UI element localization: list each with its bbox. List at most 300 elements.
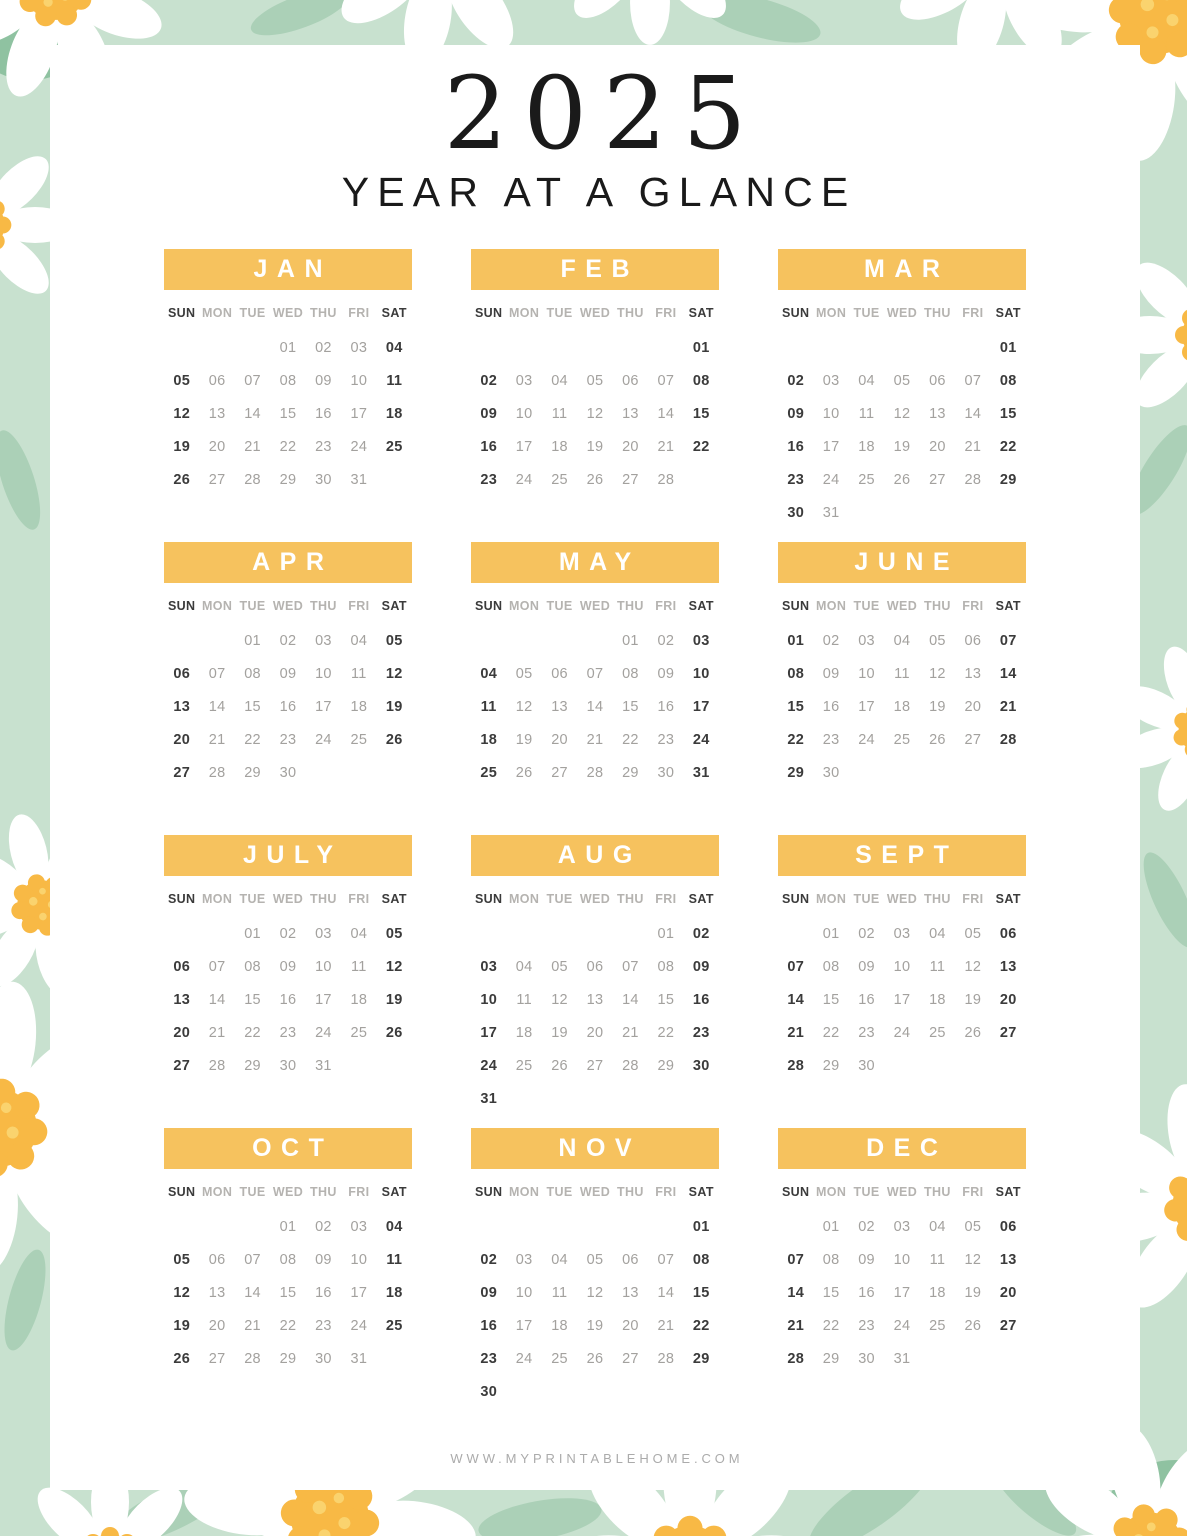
date-cell: 19 (385, 991, 403, 1008)
date-cell: 12 (929, 665, 946, 682)
date-cell: 17 (822, 438, 840, 455)
date-cell: 21 (208, 1024, 226, 1041)
date-cell: 06 (173, 958, 191, 975)
date-cell: 19 (515, 731, 533, 748)
weekday-label: SUN (167, 892, 196, 907)
date-cell: 08 (244, 665, 261, 682)
date-cell: 12 (551, 991, 568, 1008)
date-cell: 27 (929, 471, 946, 488)
date-cell: 08 (657, 958, 675, 975)
weekday-header-row (778, 306, 1026, 320)
date-cell: 11 (894, 665, 910, 682)
page-subtitle: YEAR AT A GLANCE (341, 169, 857, 215)
date-cell: 05 (586, 372, 604, 389)
weekday-label: TUE (546, 306, 573, 321)
date-cell: 22 (999, 438, 1017, 455)
date-cell: 09 (480, 1284, 498, 1301)
weekday-label: MON (815, 599, 847, 614)
date-cell: 08 (822, 1251, 840, 1268)
dates-grid (164, 331, 412, 496)
month-name: JULY (242, 841, 343, 870)
date-cell: 24 (350, 438, 368, 455)
month-header (164, 1128, 412, 1169)
date-cell: 12 (964, 958, 982, 975)
weekday-label: FRI (348, 892, 370, 907)
month-block (164, 249, 412, 529)
date-cell: 01 (279, 339, 297, 356)
dates-grid (778, 917, 1026, 1082)
date-cell: 09 (858, 1251, 875, 1268)
date-cell: 20 (173, 731, 191, 748)
date-cell: 10 (515, 405, 533, 422)
date-cell: 10 (822, 405, 840, 422)
date-cell: 03 (515, 1251, 533, 1268)
date-cell: 27 (964, 731, 982, 748)
date-cell: 17 (893, 1284, 911, 1301)
weekday-label: WED (886, 1185, 918, 1200)
date-cell: 21 (657, 1317, 675, 1334)
empty-date-cell (648, 1375, 683, 1408)
month-block (164, 835, 412, 1115)
date-cell: 12 (586, 1284, 604, 1301)
weekday-header-row (164, 892, 412, 906)
month-header (164, 835, 412, 876)
date-cell: 11 (386, 372, 403, 389)
date-cell: 10 (893, 958, 911, 975)
date-cell: 29 (692, 1350, 710, 1367)
date-cell: 09 (787, 405, 805, 422)
weekday-label: TUE (853, 892, 880, 907)
date-cell: 06 (964, 632, 982, 649)
date-cell: 19 (893, 438, 911, 455)
dates-grid (164, 917, 412, 1082)
date-cell: 02 (315, 1218, 332, 1235)
date-cell: 28 (657, 1350, 675, 1367)
date-cell: 07 (586, 665, 604, 682)
date-cell: 30 (315, 1350, 332, 1367)
date-cell: 04 (385, 339, 403, 356)
empty-date-cell (577, 1082, 612, 1115)
weekday-label: FRI (962, 599, 984, 614)
date-cell: 05 (173, 1251, 191, 1268)
weekday-label: SUN (167, 599, 196, 614)
empty-date-cell (377, 756, 412, 789)
date-cell: 21 (244, 438, 261, 455)
date-cell: 17 (858, 698, 875, 715)
empty-date-cell (955, 331, 990, 364)
date-cell: 09 (858, 958, 875, 975)
date-cell: 07 (787, 1251, 805, 1268)
date-cell: 21 (657, 438, 675, 455)
weekday-label: MON (201, 1185, 233, 1200)
date-cell: 04 (385, 1218, 403, 1235)
date-cell: 20 (929, 438, 946, 455)
date-cell: 22 (279, 438, 297, 455)
date-cell: 22 (692, 438, 710, 455)
weekday-label: MON (201, 306, 233, 321)
weekday-label: MON (815, 1185, 847, 1200)
weekday-label: SUN (474, 892, 503, 907)
date-cell: 26 (173, 471, 191, 488)
date-cell: 30 (858, 1350, 875, 1367)
weekday-label: TUE (546, 892, 573, 907)
weekday-label: WED (272, 599, 304, 614)
date-cell: 03 (315, 925, 332, 942)
date-cell: 01 (787, 632, 805, 649)
date-cell: 18 (350, 698, 368, 715)
weekday-header-row (471, 306, 719, 320)
date-cell: 25 (893, 731, 911, 748)
date-cell: 17 (515, 438, 533, 455)
weekday-header-row (471, 599, 719, 613)
date-cell: 02 (315, 339, 332, 356)
date-cell: 02 (480, 372, 498, 389)
empty-date-cell (542, 624, 577, 657)
weekday-label: SAT (688, 892, 714, 907)
date-cell: 26 (964, 1024, 982, 1041)
weekday-label: WED (579, 1185, 611, 1200)
weekday-label: SUN (781, 1185, 810, 1200)
date-cell: 21 (244, 1317, 261, 1334)
date-cell: 20 (964, 698, 982, 715)
date-cell: 24 (480, 1057, 498, 1074)
date-cell: 18 (893, 698, 911, 715)
date-cell: 28 (586, 764, 604, 781)
weekday-label: FRI (655, 892, 677, 907)
empty-date-cell (164, 624, 199, 657)
weekday-label: TUE (239, 599, 266, 614)
dates-grid (778, 331, 1026, 529)
date-cell: 24 (315, 1024, 332, 1041)
date-cell: 03 (893, 1218, 911, 1235)
date-cell: 25 (858, 471, 875, 488)
date-cell: 10 (893, 1251, 911, 1268)
date-cell: 05 (551, 958, 568, 975)
empty-date-cell (235, 1210, 270, 1243)
date-cell: 15 (822, 991, 840, 1008)
date-cell: 28 (622, 1057, 639, 1074)
date-cell: 12 (173, 405, 191, 422)
weekday-label: SAT (995, 1185, 1021, 1200)
date-cell: 21 (622, 1024, 639, 1041)
date-cell: 14 (586, 698, 604, 715)
date-cell: 24 (893, 1024, 911, 1041)
date-cell: 10 (515, 1284, 533, 1301)
date-cell: 15 (279, 1284, 297, 1301)
date-cell: 02 (822, 632, 840, 649)
weekday-label: FRI (348, 599, 370, 614)
date-cell: 06 (208, 1251, 226, 1268)
date-cell: 18 (858, 438, 875, 455)
date-cell: 05 (964, 1218, 982, 1235)
date-cell: 18 (929, 1284, 946, 1301)
date-cell: 11 (551, 405, 568, 422)
weekday-label: TUE (546, 599, 573, 614)
date-cell: 19 (173, 1317, 191, 1334)
date-cell: 16 (822, 698, 840, 715)
date-cell: 02 (692, 925, 710, 942)
date-cell: 25 (350, 731, 368, 748)
empty-date-cell (778, 917, 813, 950)
date-cell: 09 (279, 958, 297, 975)
empty-date-cell (506, 624, 541, 657)
date-cell: 27 (173, 764, 191, 781)
weekday-label: MON (815, 306, 847, 321)
date-cell: 16 (480, 438, 498, 455)
empty-date-cell (849, 756, 884, 789)
date-cell: 01 (822, 925, 840, 942)
date-cell: 01 (999, 339, 1017, 356)
date-cell: 15 (692, 1284, 710, 1301)
date-cell: 02 (480, 1251, 498, 1268)
empty-date-cell (506, 1375, 541, 1408)
empty-date-cell (199, 1210, 234, 1243)
empty-date-cell (955, 1342, 990, 1375)
empty-date-cell (920, 756, 955, 789)
date-cell: 25 (385, 438, 403, 455)
date-cell: 24 (515, 471, 533, 488)
date-cell: 13 (999, 1251, 1017, 1268)
empty-date-cell (684, 1375, 719, 1408)
date-cell: 07 (964, 372, 982, 389)
date-cell: 24 (893, 1317, 911, 1334)
empty-date-cell (955, 756, 990, 789)
weekday-label: SUN (781, 306, 810, 321)
date-cell: 21 (586, 731, 604, 748)
date-cell: 11 (386, 1251, 403, 1268)
date-cell: 20 (173, 1024, 191, 1041)
weekday-label: SUN (474, 1185, 503, 1200)
empty-date-cell (613, 1082, 648, 1115)
date-cell: 25 (480, 764, 498, 781)
month-header (778, 542, 1026, 583)
date-cell: 19 (964, 991, 982, 1008)
empty-date-cell (542, 1082, 577, 1115)
weekday-label: WED (272, 892, 304, 907)
date-cell: 16 (279, 698, 297, 715)
empty-date-cell (577, 1375, 612, 1408)
weekday-label: FRI (962, 892, 984, 907)
weekday-label: TUE (546, 1185, 573, 1200)
date-cell: 10 (480, 991, 498, 1008)
date-cell: 16 (787, 438, 805, 455)
date-cell: 07 (622, 958, 639, 975)
weekday-label: FRI (655, 599, 677, 614)
date-cell: 09 (692, 958, 710, 975)
date-cell: 26 (385, 731, 403, 748)
date-cell: 28 (787, 1057, 805, 1074)
date-cell: 04 (480, 665, 498, 682)
date-cell: 18 (385, 405, 403, 422)
empty-date-cell (377, 1342, 412, 1375)
weekday-label: MON (815, 892, 847, 907)
date-cell: 04 (551, 372, 568, 389)
date-cell: 14 (999, 665, 1017, 682)
date-cell: 03 (515, 372, 533, 389)
date-cell: 16 (858, 1284, 875, 1301)
empty-date-cell (542, 331, 577, 364)
date-cell: 09 (279, 665, 297, 682)
date-cell: 13 (173, 698, 191, 715)
date-cell: 30 (822, 764, 840, 781)
date-cell: 14 (787, 1284, 805, 1301)
page-title: 2025 (443, 55, 763, 172)
date-cell: 16 (315, 405, 332, 422)
weekday-label: TUE (239, 892, 266, 907)
date-cell: 13 (622, 1284, 639, 1301)
date-cell: 12 (385, 958, 403, 975)
date-cell: 15 (622, 698, 639, 715)
date-cell: 04 (929, 1218, 946, 1235)
empty-date-cell (613, 917, 648, 950)
dates-grid (471, 624, 719, 789)
date-cell: 23 (480, 471, 498, 488)
date-cell: 18 (385, 1284, 403, 1301)
date-cell: 22 (822, 1317, 840, 1334)
empty-date-cell (542, 917, 577, 950)
date-cell: 04 (893, 632, 911, 649)
empty-date-cell (684, 1082, 719, 1115)
date-cell: 16 (480, 1317, 498, 1334)
date-cell: 29 (822, 1057, 840, 1074)
weekday-label: MON (201, 599, 233, 614)
date-cell: 03 (315, 632, 332, 649)
date-cell: 11 (551, 1284, 568, 1301)
date-cell: 20 (586, 1024, 604, 1041)
date-cell: 02 (657, 632, 675, 649)
date-cell: 25 (515, 1057, 533, 1074)
month-name: MAR (864, 255, 950, 284)
date-cell: 06 (551, 665, 568, 682)
date-cell: 18 (929, 991, 946, 1008)
empty-date-cell (199, 331, 234, 364)
date-cell: 26 (586, 1350, 604, 1367)
date-cell: 14 (657, 405, 675, 422)
date-cell: 27 (586, 1057, 604, 1074)
empty-date-cell (778, 331, 813, 364)
weekday-label: THU (617, 1185, 644, 1200)
month-block (778, 542, 1026, 822)
weekday-label: SAT (688, 1185, 714, 1200)
date-cell: 15 (657, 991, 675, 1008)
month-name: AUG (557, 841, 642, 870)
weekday-label: WED (886, 599, 918, 614)
date-cell: 23 (315, 438, 332, 455)
date-cell: 17 (315, 991, 332, 1008)
date-cell: 20 (999, 1284, 1017, 1301)
date-cell: 10 (350, 372, 368, 389)
date-cell: 23 (858, 1024, 875, 1041)
date-cell: 26 (964, 1317, 982, 1334)
date-cell: 25 (551, 471, 568, 488)
date-cell: 27 (551, 764, 568, 781)
date-cell: 07 (657, 372, 675, 389)
date-cell: 14 (964, 405, 982, 422)
date-cell: 13 (964, 665, 982, 682)
dates-grid (471, 331, 719, 496)
date-cell: 31 (692, 764, 710, 781)
date-cell: 27 (622, 471, 639, 488)
date-cell: 01 (657, 925, 675, 942)
dates-grid (778, 1210, 1026, 1375)
month-block (778, 249, 1026, 529)
date-cell: 21 (208, 731, 226, 748)
weekday-label: WED (579, 892, 611, 907)
weekday-label: FRI (348, 306, 370, 321)
date-cell: 19 (385, 698, 403, 715)
date-cell: 28 (208, 764, 226, 781)
date-cell: 06 (999, 925, 1017, 942)
date-cell: 10 (692, 665, 710, 682)
weekday-label: SUN (167, 1185, 196, 1200)
date-cell: 25 (929, 1024, 946, 1041)
date-cell: 23 (279, 1024, 297, 1041)
date-cell: 08 (822, 958, 840, 975)
month-header (778, 249, 1026, 290)
empty-date-cell (471, 331, 506, 364)
weekday-header-row (164, 599, 412, 613)
date-cell: 13 (208, 405, 226, 422)
empty-date-cell (920, 331, 955, 364)
date-cell: 30 (279, 764, 297, 781)
date-cell: 29 (279, 471, 297, 488)
date-cell: 07 (999, 632, 1017, 649)
date-cell: 19 (173, 438, 191, 455)
weekday-header-row (778, 599, 1026, 613)
date-cell: 06 (929, 372, 946, 389)
date-cell: 26 (385, 1024, 403, 1041)
date-cell: 14 (208, 991, 226, 1008)
weekday-label: TUE (853, 599, 880, 614)
date-cell: 13 (551, 698, 568, 715)
date-cell: 28 (964, 471, 982, 488)
weekday-label: SAT (688, 306, 714, 321)
date-cell: 15 (787, 698, 805, 715)
date-cell: 29 (244, 764, 261, 781)
weekday-label: TUE (853, 306, 880, 321)
empty-date-cell (991, 756, 1026, 789)
date-cell: 02 (787, 372, 805, 389)
month-header (471, 249, 719, 290)
weekday-label: THU (617, 599, 644, 614)
month-block (164, 542, 412, 822)
empty-date-cell (991, 1342, 1026, 1375)
date-cell: 01 (822, 1218, 840, 1235)
date-cell: 04 (515, 958, 533, 975)
date-cell: 08 (999, 372, 1017, 389)
date-cell: 25 (385, 1317, 403, 1334)
date-cell: 19 (551, 1024, 568, 1041)
empty-date-cell (506, 331, 541, 364)
date-cell: 30 (692, 1057, 710, 1074)
date-cell: 06 (999, 1218, 1017, 1235)
date-cell: 07 (244, 1251, 261, 1268)
date-cell: 17 (480, 1024, 498, 1041)
date-cell: 16 (279, 991, 297, 1008)
date-cell: 23 (480, 1350, 498, 1367)
date-cell: 11 (516, 991, 532, 1008)
weekday-label: THU (310, 599, 337, 614)
weekday-label: SAT (381, 599, 407, 614)
date-cell: 25 (929, 1317, 946, 1334)
date-cell: 06 (622, 372, 639, 389)
date-cell: 28 (999, 731, 1017, 748)
date-cell: 28 (244, 1350, 261, 1367)
date-cell: 03 (893, 925, 911, 942)
date-cell: 17 (350, 1284, 368, 1301)
weekday-label: SUN (474, 599, 503, 614)
date-cell: 23 (692, 1024, 710, 1041)
